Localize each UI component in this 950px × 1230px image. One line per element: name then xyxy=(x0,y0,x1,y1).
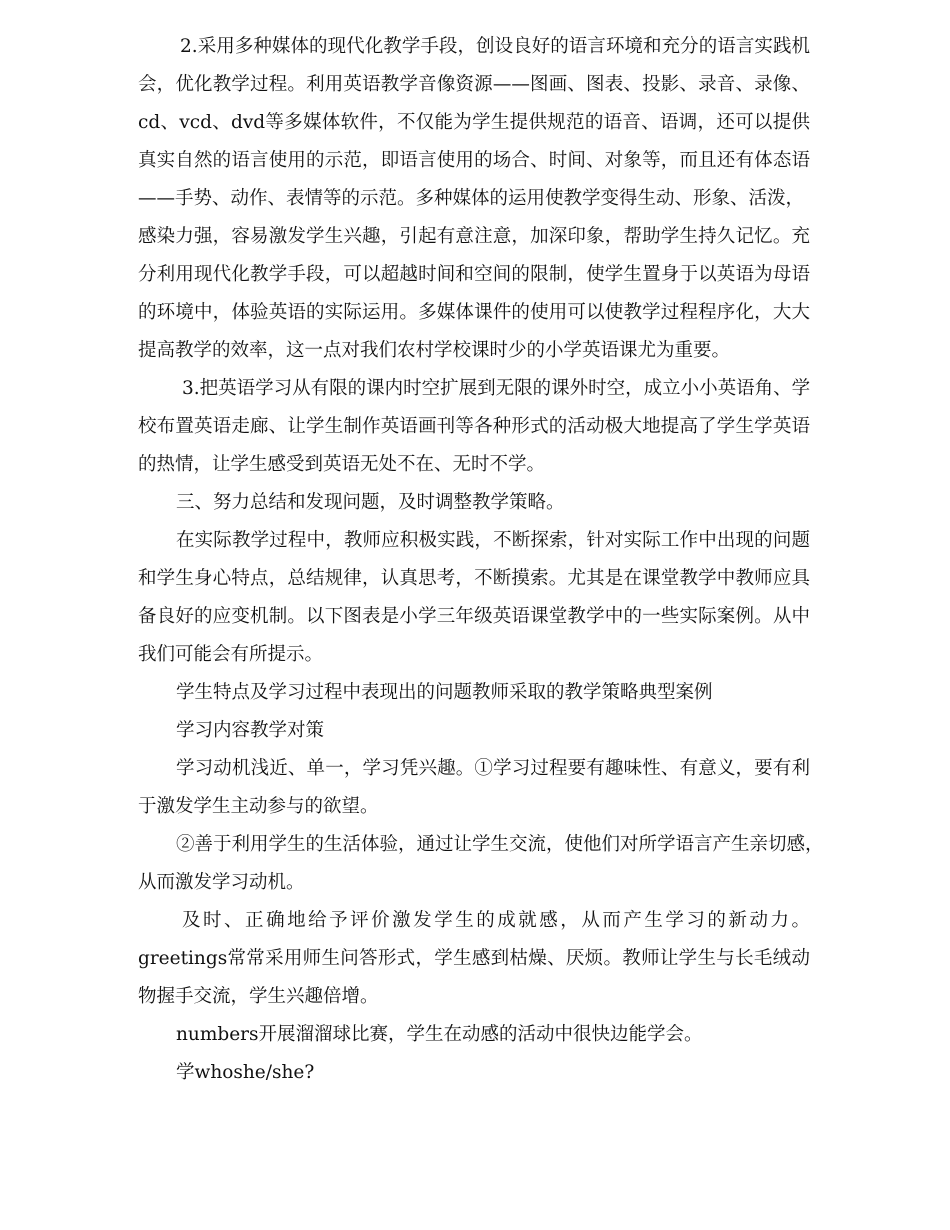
paragraph-2-line-7: 分利用现代化教学手段，可以超越时间和空间的限制，使学生置身于以英语为母语 xyxy=(138,264,810,285)
table-caption: 学生特点及学习过程中表现出的问题教师采取的教学策略典型案例 xyxy=(176,682,713,703)
case-1-line-1: 学习动机浅近、单一，学习凭兴趣。①学习过程要有趣味性、有意义，要有利 xyxy=(176,758,810,779)
paragraph-2-line-3: cd、vcd、dvd等多媒体软件，不仅能为学生提供规范的语音、语调，还可以提供 xyxy=(138,112,810,133)
case-2-line-2: 从而激发学习动机。 xyxy=(138,872,305,893)
paragraph-4-line-3: 备良好的应变机制。以下图表是小学三年级英语课堂教学中的一些实际案例。从中 xyxy=(138,606,810,627)
paragraph-2-line-4: 真实自然的语言使用的示范，即语言使用的场合、时间、对象等，而且还有体态语 xyxy=(138,150,810,171)
case-5-line-1: 学whoshe/she? xyxy=(176,1062,315,1083)
paragraph-3-line-3: 的热情，让学生感受到英语无处不在、无时不学。 xyxy=(138,454,546,475)
paragraph-2-line-2: 会，优化教学过程。利用英语教学音像资源——图画、图表、投影、录音、录像、 xyxy=(138,74,810,95)
paragraph-3-line-2: 校布置英语走廊、让学生制作英语画刊等各种形式的活动极大地提高了学生学英语 xyxy=(138,416,810,437)
paragraph-4-line-1: 在实际教学过程中，教师应积极实践，不断探索，针对实际工作中出现的问题 xyxy=(176,530,810,551)
case-4-line-1: numbers开展溜溜球比赛，学生在动感的活动中很快边能学会。 xyxy=(176,1024,703,1045)
paragraph-2-line-9: 提高教学的效率，这一点对我们农村学校课时少的小学英语课尤为重要。 xyxy=(138,340,731,361)
case-3-line-3: 物握手交流，学生兴趣倍增。 xyxy=(138,986,379,1007)
case-1-line-2: 于激发学生主动参与的欲望。 xyxy=(138,796,379,817)
section-heading: 三、努力总结和发现问题，及时调整教学策略。 xyxy=(176,492,565,513)
case-3-line-2: greetings常常采用师生问答形式，学生感到枯燥、厌烦。教师让学生与长毛绒动 xyxy=(138,948,810,969)
paragraph-2-line-6: 感染力强，容易激发学生兴趣，引起有意注意，加深印象，帮助学生持久记忆。充 xyxy=(138,226,810,247)
table-header: 学习内容教学对策 xyxy=(176,720,325,741)
case-2-line-1: ②善于利用学生的生活体验，通过让学生交流，使他们对所学语言产生亲切感， xyxy=(176,834,824,855)
paragraph-2-line-5: ——手势、动作、表情等的示范。多种媒体的运用使教学变得生动、形象、活泼， xyxy=(138,188,805,209)
paragraph-2-line-1: 2.采用多种媒体的现代化教学手段，创设良好的语言环境和充分的语言实践机 xyxy=(180,36,810,57)
paragraph-4-line-2: 和学生身心特点，总结规律，认真思考，不断摸索。尤其是在课堂教学中教师应具 xyxy=(138,568,810,589)
paragraph-3-line-1: 3.把英语学习从有限的课内时空扩展到无限的课外时空，成立小小英语角、学 xyxy=(182,378,811,399)
case-3-line-1: 及时、正确地给予评价激发学生的成就感，从而产生学习的新动力。 xyxy=(182,910,810,931)
paragraph-2-line-8: 的环境中，体验英语的实际运用。多媒体课件的使用可以使教学过程程序化，大大 xyxy=(138,302,810,323)
paragraph-4-line-4: 我们可能会有所提示。 xyxy=(138,644,324,665)
